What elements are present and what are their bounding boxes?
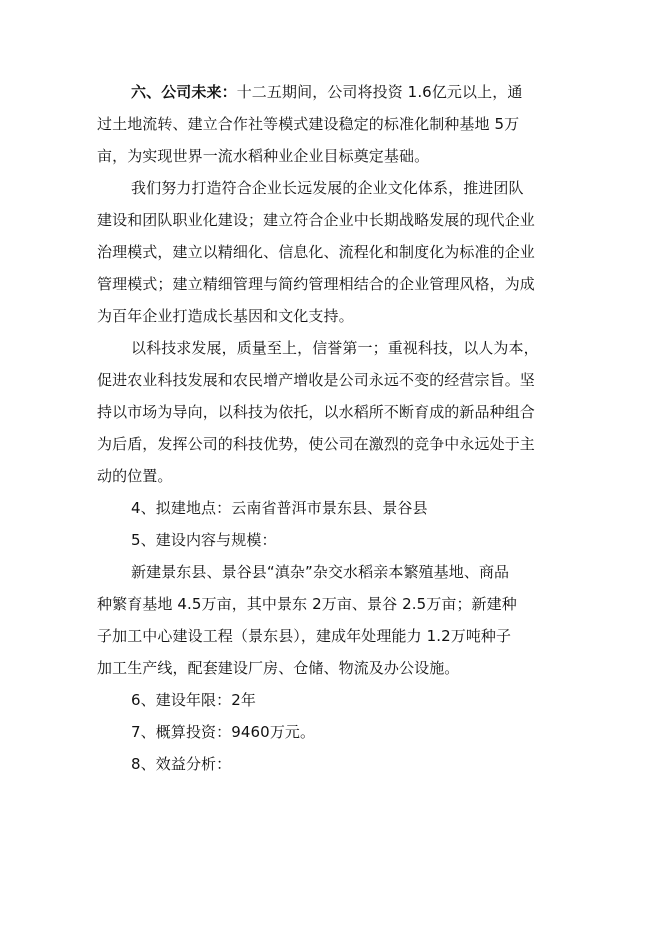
culture-line: 治理模式，建立以精细化、信息化、流程化和制度化为标准的企业 bbox=[97, 243, 535, 261]
culture-line: 为百年企业打造成长基因和文化支持。 bbox=[97, 307, 354, 325]
technology-line: 动的位置。 bbox=[97, 467, 173, 485]
culture-paragraph bbox=[97, 172, 565, 332]
build-line: 子加工中心建设工程（景东县），建成年处理能力 1.2万吨种子 bbox=[97, 627, 512, 645]
technology-line: 以科技求发展，质量至上，信誉第一；重视科技，以人为本， bbox=[131, 339, 539, 357]
technology-line: 促进农业科技发展和农民增产增收是公司永远不变的经营宗旨。坚 bbox=[97, 371, 535, 389]
technology-line: 为后盾，发挥公司的科技优势，使公司在激烈的竞争中永远处于主 bbox=[97, 435, 535, 453]
build-line: 种繁育基地 4.5万亩，其中景东 2万亩、景谷 2.5万亩；新建种 bbox=[97, 595, 517, 613]
section-6-line-1 bbox=[97, 76, 565, 108]
item-4-location bbox=[97, 492, 565, 524]
item-7-investment bbox=[97, 716, 565, 748]
item-6-duration bbox=[97, 684, 565, 716]
section-6-line-3: 亩，为实现世界一流水稻种业企业目标奠定基础。 bbox=[97, 147, 430, 165]
technology-line: 持以市场为导向，以科技为依托，以水稻所不断育成的新品种组合 bbox=[97, 403, 535, 421]
build-line: 新建景东县、景谷县“滇杂”杂交水稻亲本繁殖基地、商品 bbox=[131, 563, 510, 581]
section-6-line-2: 过土地流转、建立合作社等模式建设稳定的标准化制种基地 5万 bbox=[97, 115, 520, 133]
item-8-text: 8、效益分析： bbox=[131, 755, 232, 773]
item-7-text: 7、概算投资：9460万元。 bbox=[131, 723, 316, 741]
item-4-text: 4、拟建地点：云南省普洱市景东县、景谷县 bbox=[131, 499, 428, 517]
document-page bbox=[97, 70, 565, 792]
section-6-paragraph bbox=[97, 76, 565, 172]
culture-line: 管理模式；建立精细管理与简约管理相结合的企业管理风格，为成 bbox=[97, 275, 535, 293]
build-content-paragraph bbox=[97, 556, 565, 684]
item-6-text: 6、建设年限：2年 bbox=[131, 691, 256, 709]
culture-line: 我们努力打造符合企业长远发展的企业文化体系，推进团队 bbox=[131, 179, 524, 197]
build-line: 加工生产线，配套建设厂房、仓储、物流及办公设施。 bbox=[97, 659, 460, 677]
item-5-text: 5、建设内容与规模： bbox=[131, 531, 277, 549]
item-5-heading bbox=[97, 524, 565, 556]
culture-line: 建设和团队职业化建设；建立符合企业中长期战略发展的现代企业 bbox=[97, 211, 535, 229]
section-6-line-1-text: 十二五期间，公司将投资 1.6亿元以上，通 bbox=[236, 83, 523, 101]
item-8-benefit bbox=[97, 748, 565, 780]
section-6-heading: 六、公司未来： bbox=[131, 83, 237, 101]
technology-paragraph bbox=[97, 332, 565, 492]
